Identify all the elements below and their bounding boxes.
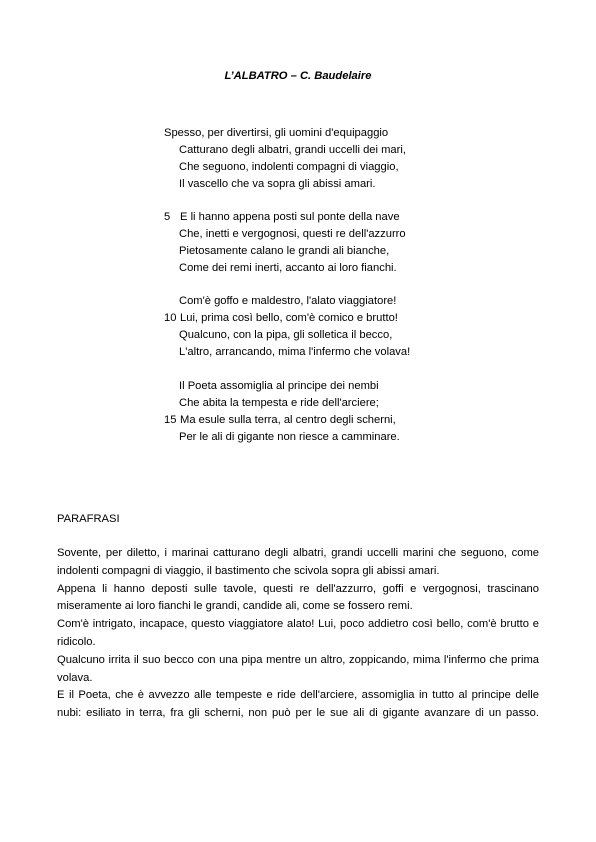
- poem-line-2: Catturano degli albatri, grandi uccelli dei mari,: [179, 144, 406, 156]
- poem-line-12: L'altro, arrancando, mima l'infermo che volava!: [179, 346, 411, 358]
- poem-line-3: Che seguono, indolenti compagni di viaggio,: [179, 161, 399, 173]
- poem-line-15: Ma esule sulla terra, al centro degli scherni,: [180, 414, 396, 426]
- parafrasi-body: [57, 545, 539, 723]
- parafrasi-heading: PARAFRASI: [57, 513, 120, 525]
- poem-line-10: Lui, prima così bello, com'è comico e brutto!: [180, 312, 398, 324]
- parafrasi-paragraph: Sovente, per diletto, i marinai catturano degli albatri, grandi uccelli marini che seguono, come indolenti compagni di viaggio, il bastimento che scivola sopra gli abissi amari.: [57, 547, 539, 577]
- poem-line-13: Il Poeta assomiglia al principe dei nembi: [179, 380, 379, 392]
- parafrasi-paragraph: Appena li hanno deposti sulle tavole, questi re dell'azzurro, goffi e vergognosi, trascinano miseramente ai loro fianchi le grandi, candide ali, come se fossero remi.: [57, 582, 539, 613]
- parafrasi-paragraph: Qualcuno irrita il suo becco con una pipa mentre un altro, zoppicando, mima l'infermo che prima volava.: [57, 653, 539, 684]
- poem-line-16: Per le ali di gigante non riesce a camminare.: [179, 431, 400, 443]
- line-number-15: 15: [164, 414, 177, 426]
- poem-line-6: Che, inetti e vergognosi, questi re dell'azzurro: [179, 228, 406, 240]
- poem-line-4: Il vascello che va sopra gli abissi amari.: [179, 178, 376, 190]
- poem-line-5: E li hanno appena posti sul ponte della nave: [180, 211, 400, 223]
- line-number-5: 5: [164, 211, 171, 223]
- poem-line-11: Qualcuno, con la pipa, gli solletica il becco,: [179, 329, 393, 341]
- poem-line-14: Che abita la tempesta e ride dell'arciere;: [179, 397, 379, 409]
- poem-line-1: Spesso, per divertirsi, gli uomini d'equipaggio: [164, 127, 389, 139]
- poem-line-8: Come dei remi inerti, accanto ai loro fianchi.: [179, 262, 397, 274]
- poem-line-9: Com'è goffo e maldestro, l'alato viaggiatore!: [179, 295, 397, 307]
- poem-title: L’ALBATRO – C. Baudelaire: [224, 70, 372, 82]
- parafrasi-paragraph: E il Poeta, che è avvezzo alle tempeste e ride dell'arciere, assomiglia in tutto al principe delle nubi: esiliato in terra, fra gli scherni, non può per le sue ali di gigante avanzare di un passo.: [57, 689, 539, 720]
- poem-line-7: Pietosamente calano le grandi ali bianche,: [179, 245, 390, 257]
- parafrasi-paragraph: Com'è intrigato, incapace, questo viaggiatore alato! Lui, poco addietro così bello, com'è brutto e ridicolo.: [57, 618, 539, 648]
- line-number-10: 10: [164, 312, 177, 324]
